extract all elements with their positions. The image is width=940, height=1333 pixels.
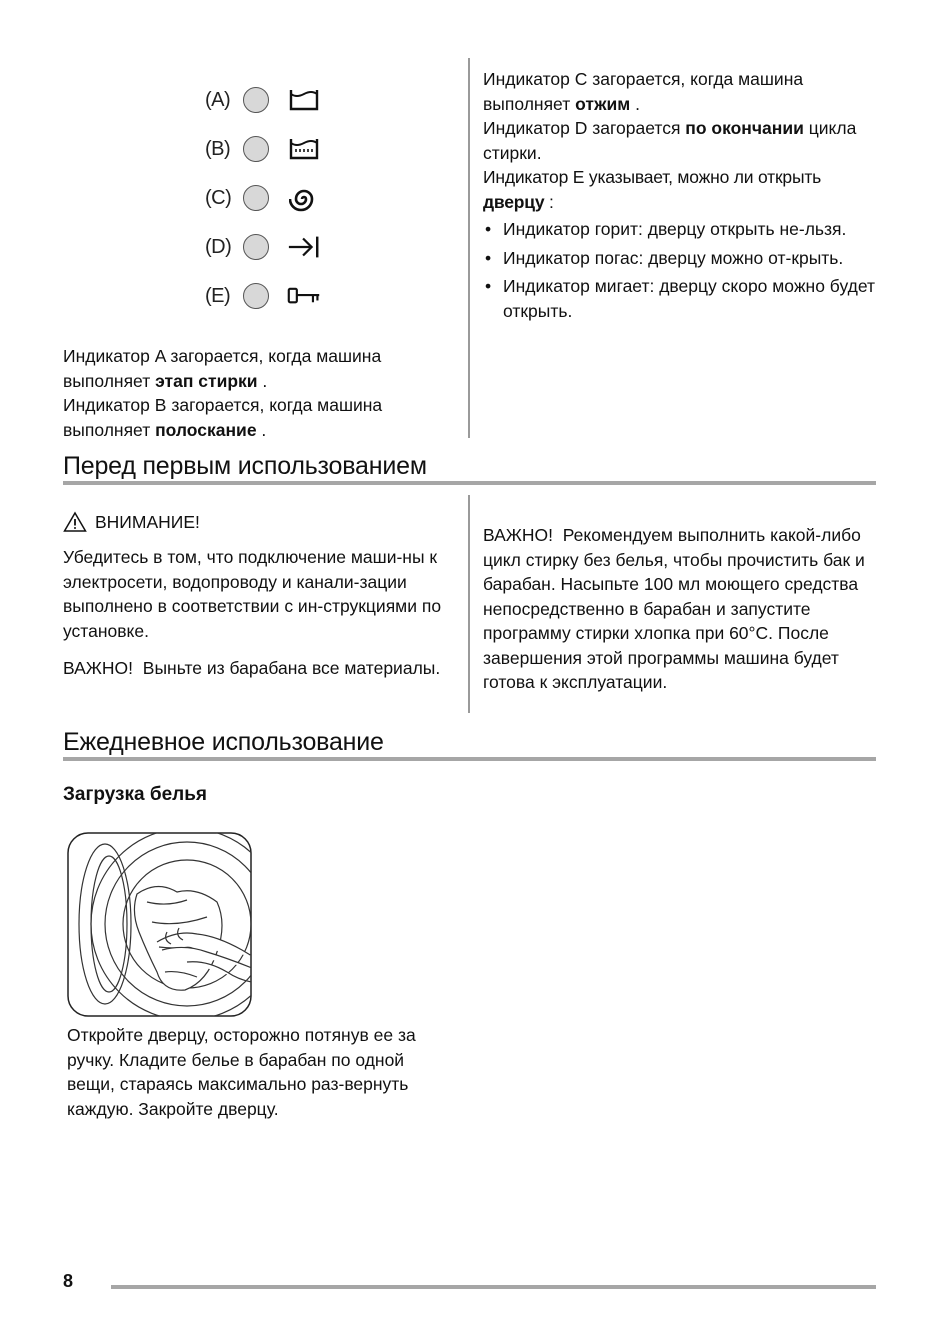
indicator-a-text: Индикатор A загорается, когда машина выполняет этап стирки .: [63, 346, 382, 391]
important-note-left: ВАЖНО! Выньте из барабана все материалы.: [63, 658, 441, 678]
list-item: • Индикатор погас: дверцу можно от-крыть.: [483, 246, 878, 271]
indicator-lamp: [243, 234, 269, 260]
indicator-c-text: Индикатор C загорается, когда машина выполняет отжим .: [483, 69, 804, 114]
list-item: • Индикатор мигает: дверцу скоро можно будет открыть.: [483, 274, 878, 323]
page-number: 8: [63, 1271, 74, 1291]
indicator-letter: (A): [205, 88, 231, 111]
rinse-tub-icon: [287, 134, 321, 164]
wash-tub-icon: [287, 85, 321, 115]
column-divider: [468, 495, 470, 713]
indicator-letter: (C): [205, 186, 232, 209]
section-title-daily-use: Ежедневное использование: [63, 728, 384, 756]
column-divider: [468, 58, 470, 438]
section-rule: [63, 481, 876, 485]
important-note-right: ВАЖНО! Рекомендуем выполнить какой-либо цикл стирку без белья, чтобы прочистить бак и барабан. Насыпьте 100 мл моющего средства непосредственно в барабан и запустите программу стирки хлопка при 60°C. После завершения этой программы машина будет готова к эксплуатации.: [483, 525, 865, 692]
indicator-row-d: [205, 230, 321, 264]
indicator-d-text: Индикатор D загорается по окончании цикла стирки.: [483, 118, 857, 163]
warning-triangle-icon: [63, 511, 87, 533]
indicator-row-e: [205, 279, 321, 313]
warning-title: ВНИМАНИЕ!: [95, 512, 200, 532]
indicator-lamp: [243, 283, 269, 309]
indicator-b-text: Индикатор B загорается, когда машина выполняет полоскание .: [63, 395, 383, 440]
indicator-row-a: [205, 83, 321, 117]
spin-spiral-icon: [287, 183, 321, 213]
indicator-e-text: Индикатор E указывает, можно ли открыть дверцу :: [483, 167, 822, 212]
loading-caption: Откройте дверцу, осторожно потянув ее за ручку. Кладите белье в барабан по одной вещи, стараясь максимально раз-вернуть каждую. Закройте дверцу.: [67, 1025, 416, 1119]
indicator-letter: (E): [205, 284, 231, 307]
end-arrow-icon: [287, 232, 321, 262]
section-title-before-first-use: Перед первым использованием: [63, 452, 427, 480]
warning-text: Убедитесь в том, что подключение маши-ны к электросети, водопроводу и канали-зации выполнено в соответствии с ин-струкциями по установке.: [63, 547, 442, 641]
list-item: • Индикатор горит: дверцу открыть не-льзя.: [483, 217, 878, 242]
indicator-lamp: [243, 136, 269, 162]
subsection-title-loading: Загрузка белья: [63, 784, 207, 805]
indicator-row-b: [205, 132, 321, 166]
warning-heading: [63, 510, 200, 535]
indicator-row-c: [205, 181, 321, 215]
indicator-lamp: [243, 185, 269, 211]
indicator-lamp: [243, 87, 269, 113]
door-key-icon: [287, 281, 321, 311]
section-rule: [63, 757, 876, 761]
door-indicator-list: [483, 217, 878, 327]
footer-rule: [111, 1285, 876, 1289]
loading-laundry-illustration: [67, 832, 252, 1017]
indicator-letter: (B): [205, 137, 231, 160]
indicator-letter: (D): [205, 235, 232, 258]
